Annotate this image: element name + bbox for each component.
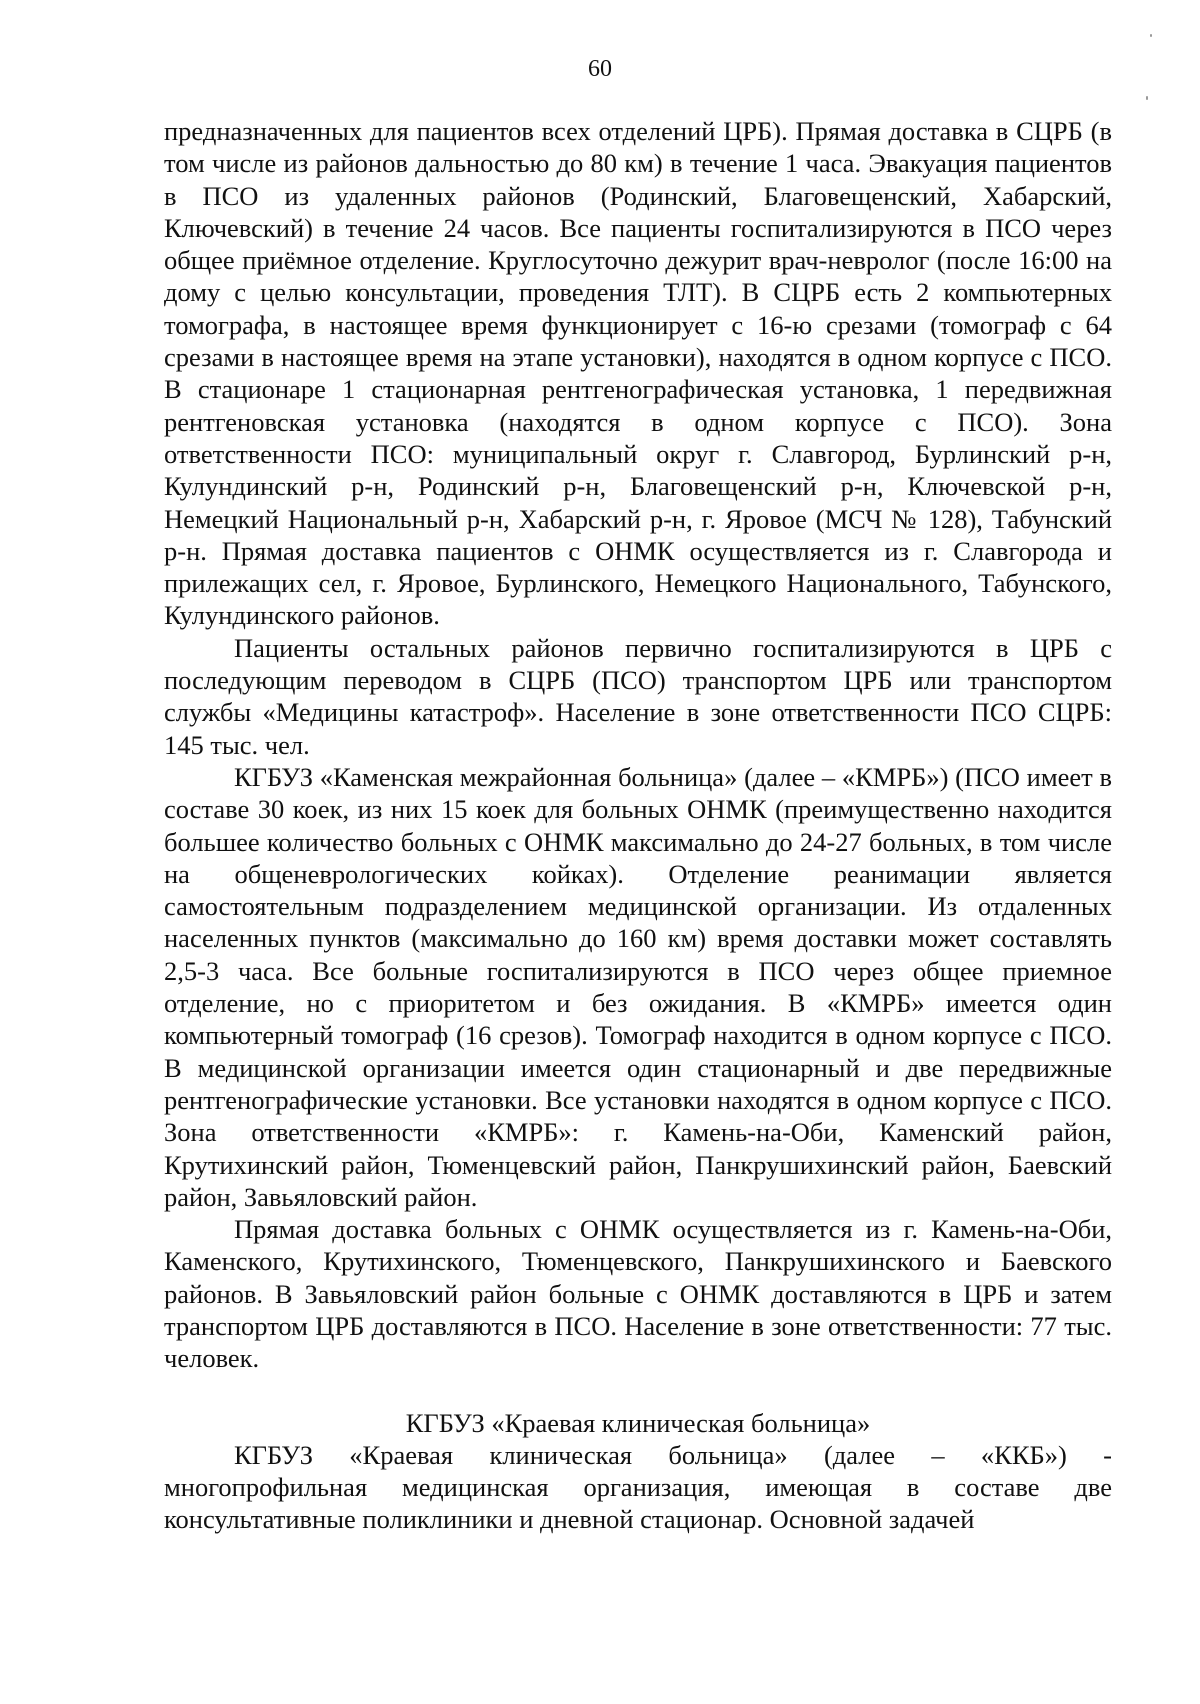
scan-speck (1146, 96, 1148, 100)
scan-speck (1150, 34, 1152, 37)
paragraph-3: КГБУЗ «Каменская межрайонная больница» (далее – «КМРБ») (ПСО имеет в составе 30 коек, из них 15 коек для больных ОНМК (преимущественно находится большее количество больных с ОНМК максимально до 24-27 больных, в том числе на общеневрологических койках). Отделение реанимации является самостоятельным подразделением медицинской организации. Из отдаленных населенных пунктов (максимально до 160 км) время доставки может составлять 2,5-3 часа. Все больные госпитализируются в ПСО через общее приемное отделение, но с приоритетом и без ожидания. В «КМРБ» имеется один компьютерный томограф (16 срезов). Томограф находится в одном корпусе с ПСО. В медицинской организации имеется один стационарный и две передвижные рентгенографические установки. Все установки находятся в одном корпусе с ПСО. Зона ответственности «КМРБ»: г. Камень-на-Оби, Каменский район, Крутихинский район, Тюменцевский район, Панкрушихинский район, Баевский район, Завьяловский район. (164, 761, 1112, 1212)
paragraph-1: предназначенных для пациентов всех отделений ЦРБ). Прямая доставка в СЦРБ (в том числе из районов дальностью до 80 км) в течение 1 часа. Эвакуация пациентов в ПСО из удаленных районов (Родинский, Благовещенский, Хабарский, Ключевский) в течение 24 часов. Все пациенты госпитализируются в ПСО через общее приёмное отделение. Круглосуточно дежурит врач-невролог (после 16:00 на дому с целью консультации, проведения ТЛТ). В СЦРБ есть 2 компьютерных томографа, в настоящее время функционирует с 16-ю срезами (томограф с 64 срезами в настоящее время на этапе установки), находятся в одном корпусе с ПСО. В стационаре 1 стационарная рентгенографическая установка, 1 передвижная рентгеновская установка (находятся в одном корпусе с ПСО). Зона ответственности ПСО: муниципальный округ г. Славгород, Бурлинский р-н, Кулундинский р-н, Родинский р-н, Благовещенский р-н, Ключевской р-н, Немецкий Национальный р-н, Хабарский р-н, г. Яровое (МСЧ № 128), Табунский р-н. Прямая доставка пациентов с ОНМК осуществляется из г. Славгорода и прилежащих сел, г. Яровое, Бурлинского, Немецкого Национального, Табунского, Кулундинского районов. (164, 116, 1112, 631)
paragraph-5: КГБУЗ «Краевая клиническая больница» (далее – «ККБ») - многопрофильная медицинская организация, имеющая в составе две консультативные поликлиники и дневной стационар. Основной задачей (164, 1439, 1112, 1535)
section-heading: КГБУЗ «Краевая клиническая больница» (405, 1407, 871, 1438)
body-text (164, 115, 1112, 1536)
page-number: 60 (588, 56, 612, 82)
paragraph-4: Прямая доставка больных с ОНМК осуществляется из г. Камень-на-Оби, Каменского, Крутихинского, Тюменцевского, Панкрушихинского и Баевского районов. В Завьяловский район больные с ОНМК доставляются в ЦРБ и затем транспортом ЦРБ доставляются в ПСО. Население в зоне ответственности: 77 тыс. человек. (164, 1214, 1112, 1374)
paragraph-2: Пациенты остальных районов первично госпитализируются в ЦРБ с последующим переводом в СЦРБ (ПСО) транспортом ЦРБ или транспортом службы «Медицины катастроф». Население в зоне ответственности ПСО СЦРБ: 145 тыс. чел. (164, 632, 1112, 760)
